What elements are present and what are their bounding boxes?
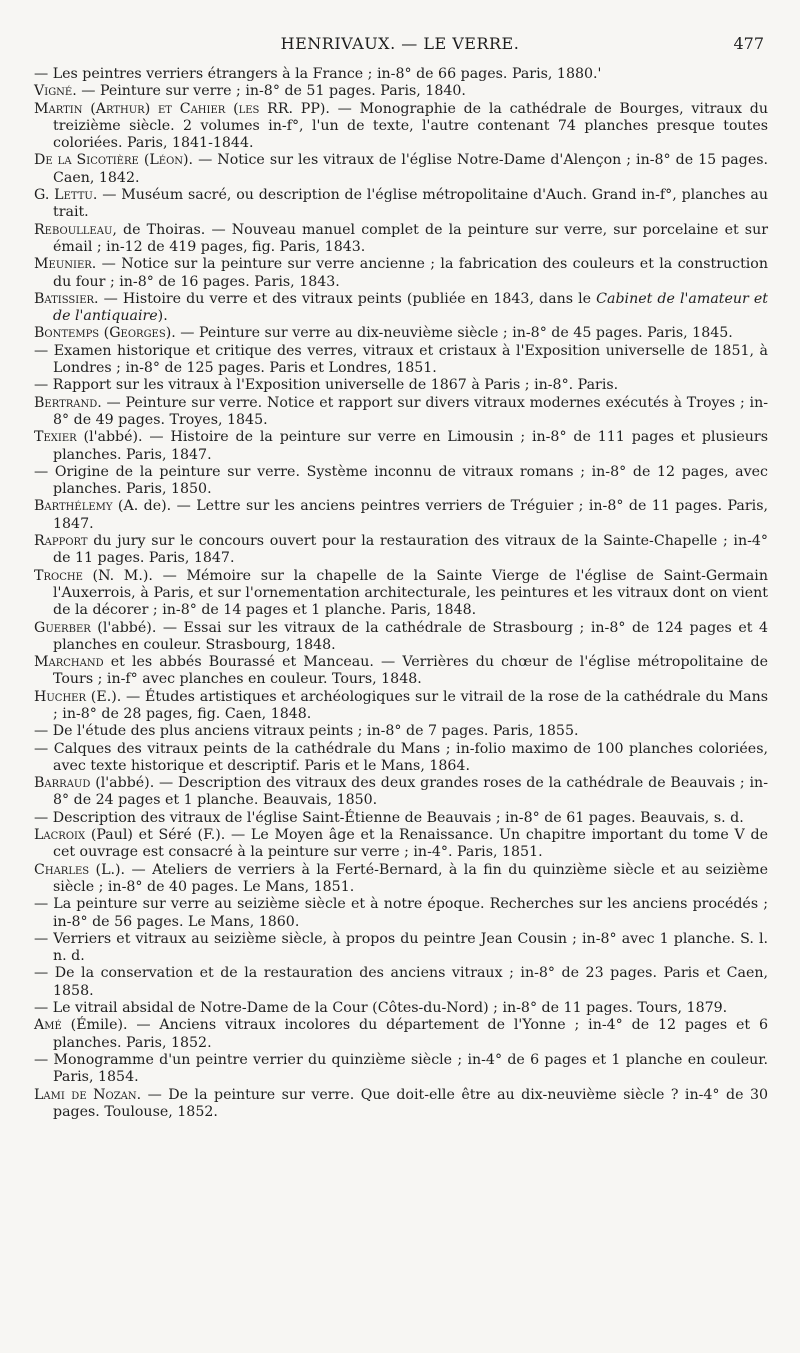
entry-text: (Paul) et Séré (F.). — Le Moyen âge et la Renaissance. Un chapitre important du tome V de cet ouvrage est consacré à la peinture sur verre ; in-4°. Paris, 1851.	[53, 827, 768, 861]
entry-text: du jury sur le concours ouvert pour la restauration des vitraux de la Sainte-Chapelle ; in-4° de 11 pages. Paris, 1847.	[53, 533, 768, 567]
entry-text: — Description des vitraux de l'église Saint-Étienne de Beauvais ; in-8° de 61 pages. Beauvais, s. d.	[34, 809, 744, 826]
entry-author: Bertrand.	[34, 394, 102, 411]
entry-text: — Histoire du verre et des vitraux peints (publiée en 1843, dans le	[98, 290, 597, 307]
page-number: 477	[733, 34, 764, 53]
bibliography-entry	[34, 931, 768, 966]
entry-text: — Monogramme d'un peintre verrier du quinzième siècle ; in-4° de 6 pages et 1 planche en couleur. Paris, 1854.	[34, 1051, 768, 1086]
bibliography-entry	[34, 689, 768, 724]
running-head	[0, 34, 800, 60]
entry-text: de Thoiras. — Nouveau manuel complet de la peinture sur verre, sur porcelaine et sur émail ; in-12 de 419 pages, fig. Paris, 1843.	[53, 221, 768, 255]
bibliography-entry	[34, 810, 768, 827]
bibliography-entry	[34, 429, 768, 464]
entry-author: De la Sicotière (Léon).	[34, 152, 194, 169]
entry-text: — De l'étude des plus anciens vitraux peints ; in-8° de 7 pages. Paris, 1855.	[34, 723, 579, 740]
entry-text: — Rapport sur les vitraux à l'Exposition universelle de 1867 à Paris ; in-8°. Paris.	[34, 377, 619, 394]
entry-author: Charles	[34, 861, 90, 878]
entry-text: — Calques des vitraux peints de la cathédrale du Mans ; in-folio maximo de 100 planches coloriées, avec texte historique et descriptif. Paris et le Mans, 1864.	[34, 740, 768, 774]
bibliography-entry	[34, 325, 768, 342]
bibliography-entry	[34, 741, 768, 776]
bibliography-entry	[34, 723, 768, 740]
bibliography-entry	[34, 187, 768, 222]
bibliography-entry	[34, 654, 768, 689]
entry-text: — Examen historique et critique des verres, vitraux et cristaux à l'Exposition universelle de 1851, à Londres ; in-8° de 125 pages. Paris et Londres, 1851.	[34, 342, 768, 377]
entry-author: Guerber	[34, 619, 91, 636]
entry-text: — De la conservation et de la restauration des anciens vitraux ; in-8° de 23 pages. Paris et Caen, 1858.	[34, 965, 768, 999]
entry-author: Lacroix	[34, 827, 86, 844]
bibliography-entry	[34, 568, 768, 620]
bibliography-entry	[34, 1052, 768, 1087]
entry-text: et les abbés Bourassé et Manceau. — Verrières du chœur de l'église métropolitaine de Tours ; in-f° avec planches en couleur. Tours, 1848.	[53, 654, 768, 688]
entry-text: (l'abbé). — Histoire de la peinture sur verre en Limousin ; in-8° de 111 pages et plusieurs planches. Paris, 1847.	[53, 429, 768, 463]
entry-text: (l'abbé). — Description des vitraux des deux grandes roses de la cathédrale de Beauvais ; in-8° de 24 pages et 1 planche. Beauvais, 1850.	[53, 775, 768, 809]
entry-author: Batissier.	[34, 290, 99, 307]
entry-text: (A. de). — Lettre sur les anciens peintres verriers de Tréguier ; in-8° de 11 pages. Paris, 1847.	[53, 498, 768, 532]
entry-author: Barraud	[34, 775, 91, 792]
entry-author: Troche	[34, 567, 83, 584]
bibliography-entry	[34, 101, 768, 153]
entry-text: — Les peintres verriers étrangers à la France ; in-8° de 66 pages. Paris, 1880.'	[34, 66, 602, 82]
entry-text: — Le vitrail absidal de Notre-Dame de la Cour (Côtes-du-Nord) ; in-8° de 11 pages. Tours, 1879.	[34, 1000, 728, 1017]
bibliography-entry	[34, 152, 768, 187]
bibliography-entry	[34, 66, 768, 83]
bibliography-entry	[34, 83, 768, 100]
entry-text: — Notice sur les vitraux de l'église Notre-Dame d'Alençon ; in-8° de 15 pages. Caen, 1842.	[53, 152, 768, 186]
entry-text: (Émile). — Anciens vitraux incolores du département de l'Yonne ; in-4° de 12 pages et 6 planches. Paris, 1852.	[53, 1017, 768, 1051]
entry-author: Lami de Nozan.	[34, 1086, 142, 1103]
bibliography-entry	[34, 377, 768, 394]
bibliography-entry	[34, 395, 768, 430]
entry-text: — Monographie de la cathédrale de Bourges, vitraux du treizième siècle. 2 volumes in-f°, l'un de texte, l'autre contenant 74 planches presque toutes coloriées. Paris, 1841-1844.	[53, 100, 768, 152]
bibliography-entry	[34, 1000, 768, 1017]
entry-text: — Peinture sur verre ; in-8° de 51 pages. Paris, 1840.	[76, 83, 466, 100]
bibliography-entry	[34, 291, 768, 326]
entry-author: Amé	[34, 1017, 62, 1034]
entry-text: — Peinture sur verre au dix-neuvième siècle ; in-8° de 45 pages. Paris, 1845.	[175, 325, 733, 342]
bibliography-entry	[34, 965, 768, 1000]
entry-text: — Muséum sacré, ou description de l'église métropolitaine d'Auch. Grand in-f°, planches au trait.	[53, 187, 768, 221]
entry-text: (E.). — Études artistiques et archéologiques sur le vitrail de la rose de la cathédrale du Mans ; in-8° de 28 pages, fig. Caen, 1848.	[53, 688, 768, 722]
entry-author: Bontemps (Georges).	[34, 325, 176, 342]
entry-author: Martin (Arthur) et Cahier (les RR. PP).	[34, 100, 330, 117]
entry-text-end: ).	[157, 308, 168, 325]
bibliography-entry	[34, 533, 768, 568]
entry-author: Rapport	[34, 533, 88, 550]
entry-author: Hucher	[34, 688, 87, 705]
entry-author: Meunier.	[34, 256, 97, 273]
bibliography-entry	[34, 1017, 768, 1052]
entry-author: Reboulleau,	[34, 221, 117, 238]
bibliography-entry	[34, 620, 768, 655]
bibliography-entry	[34, 222, 768, 257]
entry-text: — Verriers et vitraux au seizième siècle, à propos du peintre Jean Cousin ; in-8° avec 1 planche. S. l. n. d.	[34, 930, 768, 965]
entry-text: (N. M.). — Mémoire sur la chapelle de la Sainte Vierge de l'église de Saint-Germain l'Auxerrois, à Paris, et sur l'ornementation architecturale, les peintures et les vitraux dont on vient de la décorer ; in-8° de 14 pages et 1 planche. Paris, 1848.	[53, 567, 768, 619]
entry-text: (l'abbé). — Essai sur les vitraux de la cathédrale de Strasbourg ; in-8° de 124 pages et 4 planches en couleur. Strasbourg, 1848.	[53, 619, 768, 653]
entry-author: G. Lettu.	[34, 187, 98, 204]
entry-text: (L.). — Ateliers de verriers à la Ferté-Bernard, à la fin du quinzième siècle et au seizième siècle ; in-8° de 40 pages. Le Mans, 1851.	[53, 861, 768, 895]
entry-text: — La peinture sur verre au seizième siècle et à notre époque. Recherches sur les anciens procédés ; in-8° de 56 pages. Le Mans, 1860.	[34, 896, 768, 930]
entry-author: Barthélemy	[34, 498, 113, 515]
bibliography-entry	[34, 1087, 768, 1122]
bibliography-entry	[34, 827, 768, 862]
running-title: HENRIVAUX. — LE VERRE.	[280, 34, 520, 53]
entry-text: — Origine de la peinture sur verre. Système inconnu de vitraux romans ; in-8° de 12 pages, avec planches. Paris, 1850.	[34, 463, 768, 498]
entry-text: — Peinture sur verre. Notice et rapport sur divers vitraux modernes exécutés à Troyes ; in-8° de 49 pages. Troyes, 1845.	[53, 394, 768, 428]
bibliography-entry	[34, 775, 768, 810]
bibliography-entry	[34, 464, 768, 499]
entry-italic-title: Cabinet de l'amateur et de l'antiquaire	[53, 290, 768, 325]
entry-text: — De la peinture sur verre. Que doit-elle être au dix-neuvième siècle ? in-4° de 30 pages. Toulouse, 1852.	[53, 1086, 768, 1120]
entry-author: Texier	[34, 429, 77, 446]
bibliography-entry	[34, 896, 768, 931]
bibliography-entry	[34, 343, 768, 378]
bibliography-entry	[34, 498, 768, 533]
bibliography-entry	[34, 862, 768, 897]
bibliography-list	[34, 66, 768, 1121]
entry-text: — Notice sur la peinture sur verre ancienne ; la fabrication des couleurs et la construction du four ; in-8° de 16 pages. Paris, 1843.	[53, 256, 768, 290]
entry-author: Marchand	[34, 654, 104, 671]
entry-author: Vigné.	[34, 83, 77, 100]
bibliography-entry	[34, 256, 768, 291]
